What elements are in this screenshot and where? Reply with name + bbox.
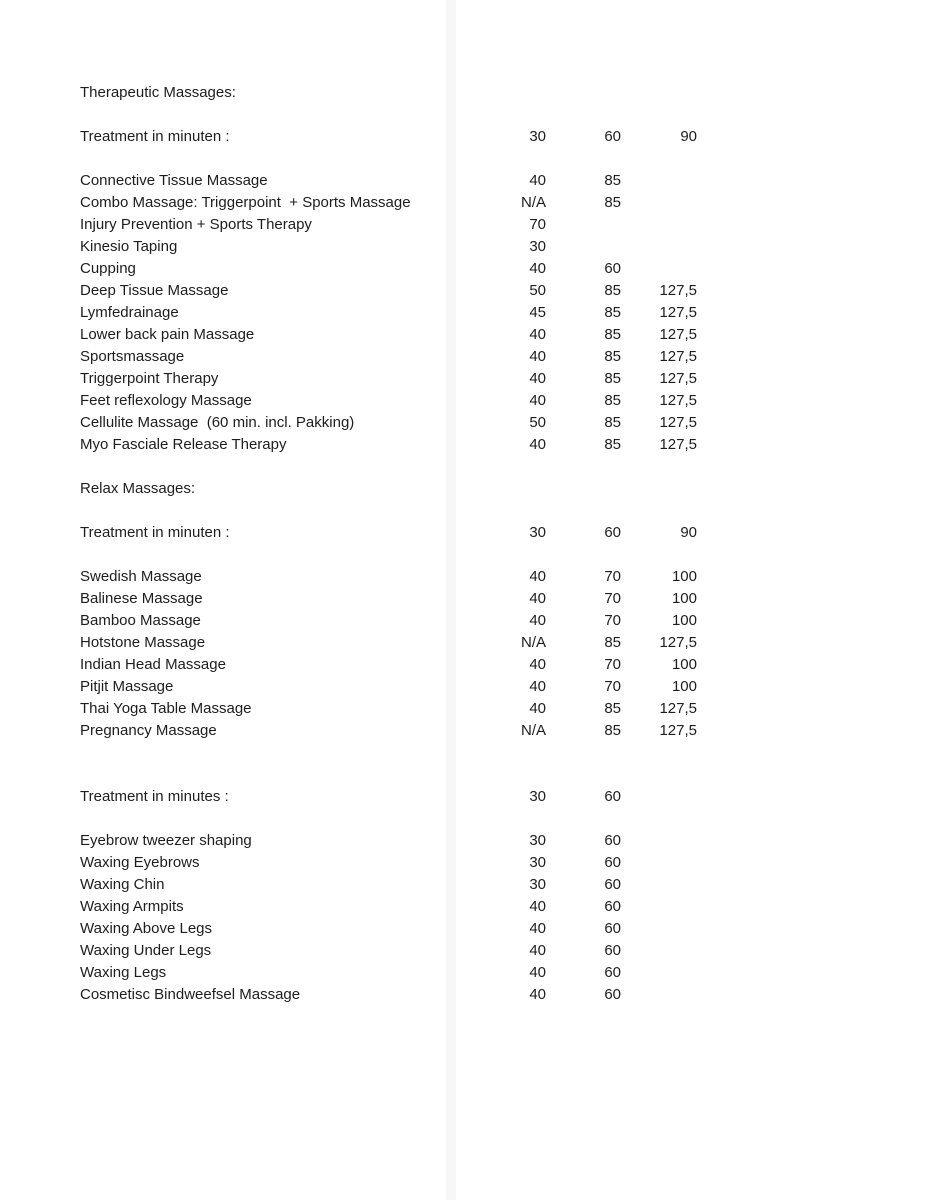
treatment-name: Waxing Legs <box>80 964 167 981</box>
section <box>80 786 697 1006</box>
column-header-label: Treatment in minuten : <box>80 128 230 145</box>
price-value: 127,5 <box>659 634 697 651</box>
price-value: 100 <box>671 656 697 673</box>
table-row <box>80 852 697 874</box>
table-row <box>80 170 697 192</box>
treatment-name: Cellulite Massage (60 min. incl. Pakking) <box>80 414 355 431</box>
price-value: 60 <box>604 260 621 277</box>
price-value: 40 <box>529 656 546 673</box>
price-value: 85 <box>604 700 621 717</box>
price-value: 100 <box>671 568 697 585</box>
price-value: 60 <box>604 920 621 937</box>
treatment-name: Myo Fasciale Release Therapy <box>80 436 287 453</box>
column-header-row <box>80 786 697 808</box>
table-row <box>80 214 697 236</box>
column-header-minutes: 90 <box>680 524 697 541</box>
column-header-label: Treatment in minuten : <box>80 524 230 541</box>
table-row <box>80 720 697 742</box>
price-value: 40 <box>529 678 546 695</box>
table-row <box>80 962 697 984</box>
price-value: 85 <box>604 348 621 365</box>
table-row <box>80 346 697 368</box>
treatment-name: Pregnancy Massage <box>80 722 217 739</box>
price-value: 127,5 <box>659 370 697 387</box>
column-header-label: Treatment in minutes : <box>80 788 229 805</box>
table-row <box>80 324 697 346</box>
treatment-name: Pitjit Massage <box>80 678 174 695</box>
table-row <box>80 940 697 962</box>
price-value: 40 <box>529 964 546 981</box>
price-value: 85 <box>604 634 621 651</box>
treatment-name: Bamboo Massage <box>80 612 201 629</box>
price-value: 127,5 <box>659 348 697 365</box>
price-value: 85 <box>604 304 621 321</box>
treatment-name: Balinese Massage <box>80 590 203 607</box>
treatment-name: Injury Prevention + Sports Therapy <box>80 216 312 233</box>
price-value: 127,5 <box>659 326 697 343</box>
section-title: Therapeutic Massages: <box>80 84 236 101</box>
table-row <box>80 192 697 214</box>
price-value: 40 <box>529 370 546 387</box>
table-row <box>80 830 697 852</box>
price-value: 70 <box>604 612 621 629</box>
price-value: 127,5 <box>659 436 697 453</box>
section-title: Relax Massages: <box>80 480 196 497</box>
price-value: 70 <box>604 656 621 673</box>
price-value: 70 <box>604 678 621 695</box>
column-header-minutes: 90 <box>680 128 697 145</box>
column-header-minutes: 30 <box>529 788 546 805</box>
price-value: 85 <box>604 282 621 299</box>
price-value: 40 <box>529 986 546 1003</box>
column-header-minutes: 60 <box>604 788 621 805</box>
treatment-name: Lymfedrainage <box>80 304 179 321</box>
price-value: 127,5 <box>659 722 697 739</box>
price-value: 70 <box>604 590 621 607</box>
price-value: 127,5 <box>659 304 697 321</box>
treatment-name: Sportsmassage <box>80 348 185 365</box>
treatment-name: Waxing Under Legs <box>80 942 212 959</box>
treatment-name: Triggerpoint Therapy <box>80 370 219 387</box>
treatment-name: Indian Head Massage <box>80 656 226 673</box>
table-row <box>80 566 697 588</box>
price-value: 40 <box>529 700 546 717</box>
price-value: 127,5 <box>659 282 697 299</box>
price-value: 30 <box>529 876 546 893</box>
price-value: 60 <box>604 898 621 915</box>
price-value: 85 <box>604 436 621 453</box>
price-value: 100 <box>671 612 697 629</box>
table-row <box>80 258 697 280</box>
price-value: 85 <box>604 370 621 387</box>
price-list <box>80 82 697 1006</box>
price-value: 85 <box>604 722 621 739</box>
price-value: 40 <box>529 392 546 409</box>
price-value: 50 <box>529 414 546 431</box>
table-row <box>80 412 697 434</box>
price-value: 40 <box>529 568 546 585</box>
table-row <box>80 588 697 610</box>
table-row <box>80 874 697 896</box>
price-value: 60 <box>604 832 621 849</box>
price-value: 127,5 <box>659 700 697 717</box>
table-row <box>80 368 697 390</box>
section <box>80 478 697 742</box>
treatment-name: Thai Yoga Table Massage <box>80 700 252 717</box>
column-header-minutes: 30 <box>529 128 546 145</box>
table-row <box>80 280 697 302</box>
table-row <box>80 632 697 654</box>
table-row <box>80 896 697 918</box>
treatment-name: Connective Tissue Massage <box>80 172 268 189</box>
price-value: 70 <box>604 568 621 585</box>
table-row <box>80 698 697 720</box>
table-row <box>80 984 697 1006</box>
price-value: 60 <box>604 942 621 959</box>
treatment-name: Cupping <box>80 260 136 277</box>
price-value: 40 <box>529 172 546 189</box>
price-value: 100 <box>671 590 697 607</box>
price-value: 60 <box>604 854 621 871</box>
price-value: 40 <box>529 612 546 629</box>
treatment-name: Combo Massage: Triggerpoint + Sports Massage <box>80 194 411 211</box>
table-row <box>80 654 697 676</box>
price-value: 40 <box>529 326 546 343</box>
table-row <box>80 676 697 698</box>
price-value: 85 <box>604 392 621 409</box>
treatment-name: Feet reflexology Massage <box>80 392 252 409</box>
price-value: 100 <box>671 678 697 695</box>
price-value: 50 <box>529 282 546 299</box>
treatment-name: Hotstone Massage <box>80 634 206 651</box>
price-value: 45 <box>529 304 546 321</box>
column-header-minutes: 60 <box>604 128 621 145</box>
column-header-row <box>80 522 697 544</box>
price-value: 60 <box>604 986 621 1003</box>
price-value: 40 <box>529 436 546 453</box>
treatment-name: Cosmetisc Bindweefsel Massage <box>80 986 301 1003</box>
treatment-name: Waxing Armpits <box>80 898 184 915</box>
column-header-minutes: 60 <box>604 524 621 541</box>
price-value: 30 <box>529 832 546 849</box>
table-row <box>80 434 697 456</box>
treatment-name: Kinesio Taping <box>80 238 178 255</box>
price-value: 30 <box>529 238 546 255</box>
price-value: 60 <box>604 876 621 893</box>
section <box>80 82 697 456</box>
table-row <box>80 918 697 940</box>
price-value: 60 <box>604 964 621 981</box>
price-value: 85 <box>604 172 621 189</box>
treatment-name: Eyebrow tweezer shaping <box>80 832 252 849</box>
price-value: 30 <box>529 854 546 871</box>
price-value: 40 <box>529 898 546 915</box>
table-row <box>80 236 697 258</box>
price-value: 127,5 <box>659 414 697 431</box>
table-row <box>80 390 697 412</box>
price-value: 127,5 <box>659 392 697 409</box>
table-row <box>80 302 697 324</box>
column-header-row <box>80 126 697 148</box>
price-value: 70 <box>529 216 546 233</box>
price-value: 40 <box>529 590 546 607</box>
treatment-name: Swedish Massage <box>80 568 202 585</box>
treatment-name: Waxing Chin <box>80 876 165 893</box>
price-value: 40 <box>529 942 546 959</box>
price-value: 40 <box>529 348 546 365</box>
treatment-name: Lower back pain Massage <box>80 326 255 343</box>
table-row <box>80 610 697 632</box>
price-value: N/A <box>520 194 546 211</box>
treatment-name: Waxing Eyebrows <box>80 854 200 871</box>
price-value: 85 <box>604 194 621 211</box>
price-value: 85 <box>604 414 621 431</box>
treatment-name: Deep Tissue Massage <box>80 282 229 299</box>
price-value: N/A <box>520 722 546 739</box>
price-value: N/A <box>520 634 546 651</box>
treatment-name: Waxing Above Legs <box>80 920 213 937</box>
column-header-minutes: 30 <box>529 524 546 541</box>
price-value: 40 <box>529 920 546 937</box>
price-value: 40 <box>529 260 546 277</box>
price-value: 85 <box>604 326 621 343</box>
